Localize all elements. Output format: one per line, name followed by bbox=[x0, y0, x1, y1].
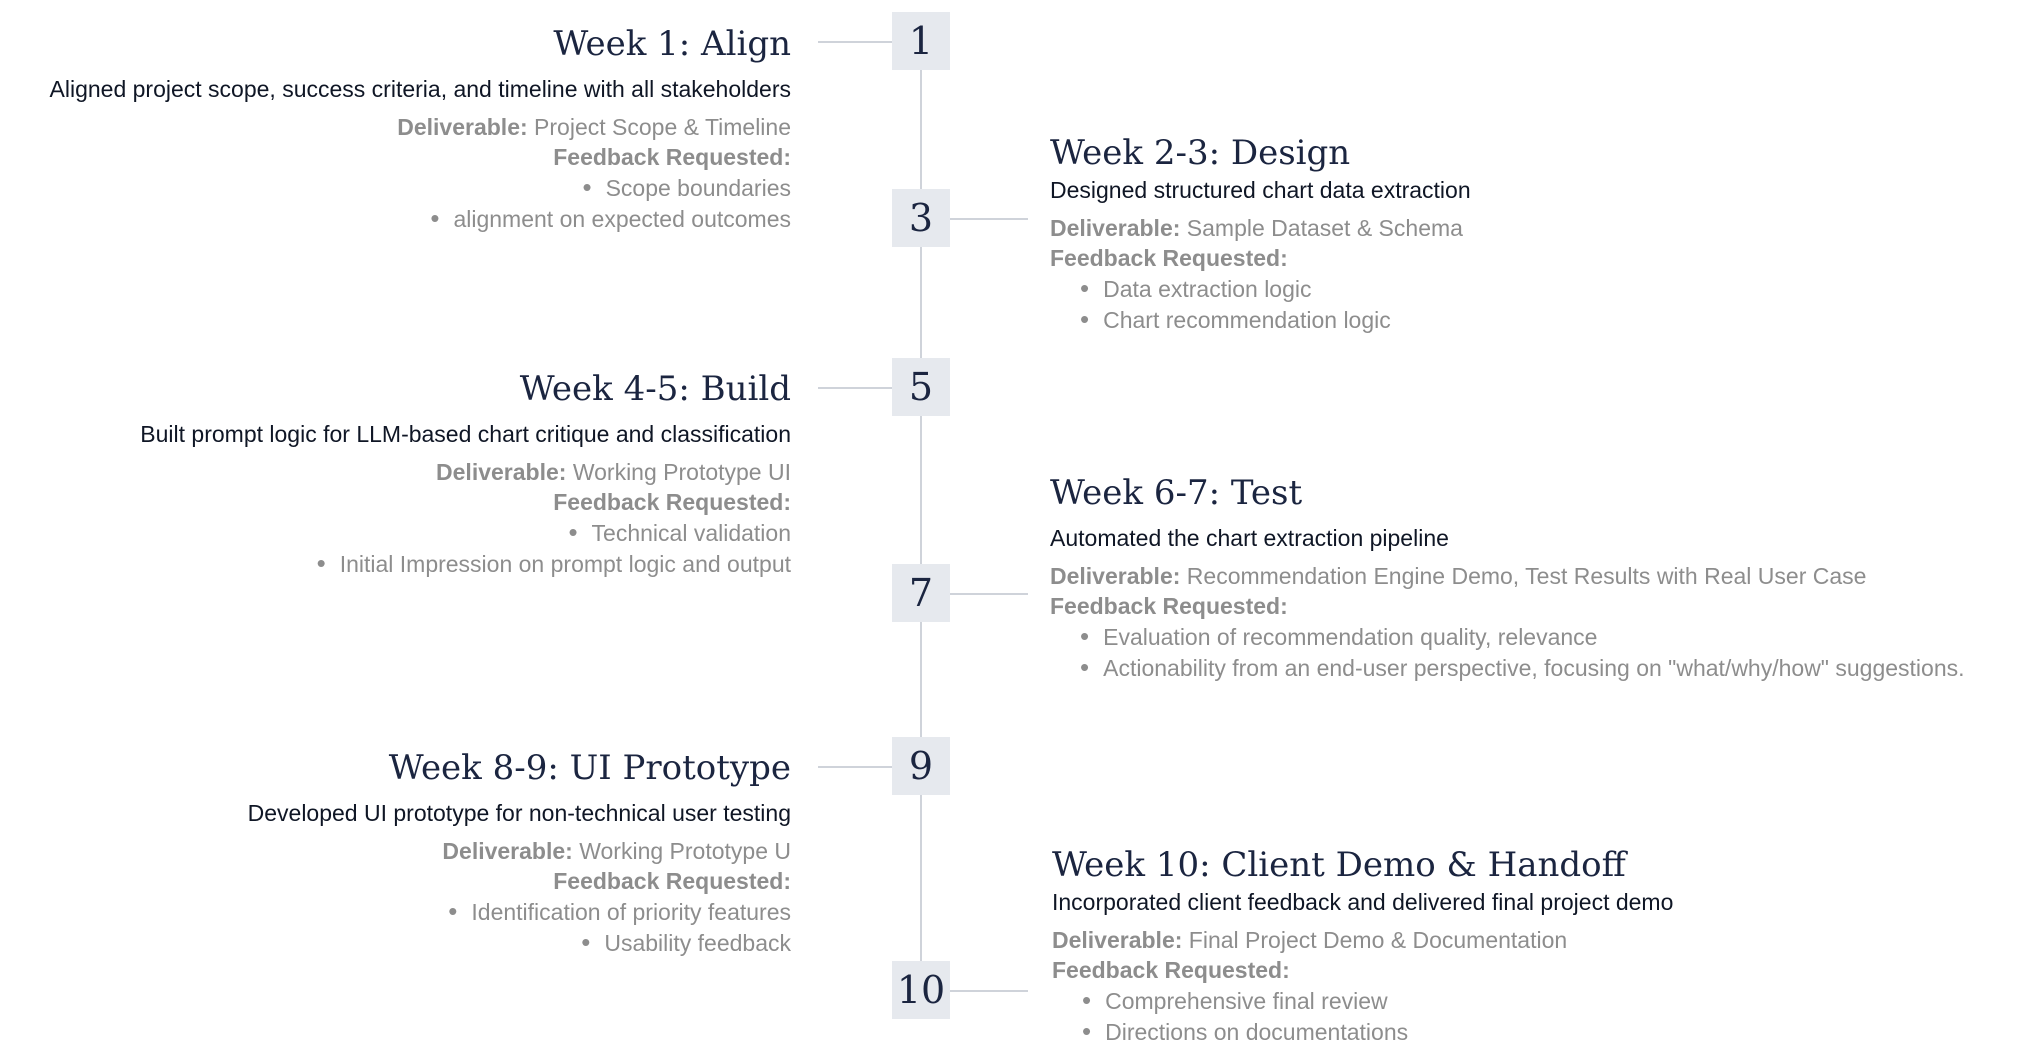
deliverable bbox=[248, 836, 791, 866]
feedback-item: • Actionability from an end-user perspective, focusing on "what/why/how" suggestions. bbox=[1080, 652, 1965, 683]
milestone-description: Designed structured chart data extraction bbox=[1050, 177, 1471, 203]
milestone-description: Automated the chart extraction pipeline bbox=[1050, 525, 1449, 551]
feedback-list bbox=[248, 896, 791, 958]
connector-5 bbox=[818, 387, 892, 389]
feedback-list bbox=[1052, 985, 1673, 1047]
connector-10 bbox=[950, 990, 1028, 992]
feedback-label: Feedback Requested: bbox=[1050, 245, 1288, 271]
milestone-title: Week 10: Client Demo & Handoff bbox=[1052, 845, 1626, 885]
feedback-list bbox=[1050, 273, 1471, 335]
feedback-item: • Usability feedback bbox=[248, 927, 791, 958]
deliverable bbox=[1050, 561, 1965, 591]
deliverable-label: Deliverable: bbox=[1050, 215, 1181, 241]
milestone-title: Week 4-5: Build bbox=[519, 369, 791, 409]
feedback-item: • Data extraction logic bbox=[1080, 273, 1471, 304]
deliverable-value: Working Prototype U bbox=[579, 838, 791, 864]
milestone-description: Built prompt logic for LLM-based chart critique and classification bbox=[140, 421, 791, 447]
deliverable-label: Deliverable: bbox=[436, 459, 567, 485]
milestone-title: Week 2-3: Design bbox=[1050, 133, 1351, 173]
milestone-description: Incorporated client feedback and delivered final project demo bbox=[1052, 889, 1674, 915]
feedback-label: Feedback Requested: bbox=[1052, 957, 1290, 983]
deliverable bbox=[1052, 925, 1673, 955]
deliverable-label: Deliverable: bbox=[1050, 563, 1181, 589]
feedback-item: • Directions on documentations bbox=[1082, 1016, 1673, 1047]
milestone-title: Week 1: Align bbox=[553, 24, 791, 64]
milestone-week-8-9 bbox=[248, 746, 791, 958]
milestone-title: Week 6-7: Test bbox=[1050, 473, 1303, 513]
feedback-list bbox=[50, 172, 791, 234]
feedback-item: • Comprehensive final review bbox=[1082, 985, 1673, 1016]
deliverable bbox=[140, 457, 791, 487]
feedback-list bbox=[1050, 621, 1965, 683]
feedback-list bbox=[140, 517, 791, 579]
feedback-label: Feedback Requested: bbox=[1050, 593, 1288, 619]
deliverable-label: Deliverable: bbox=[442, 838, 573, 864]
milestone-week-4-5 bbox=[140, 367, 791, 579]
milestone-number-7: 7 bbox=[892, 564, 950, 622]
milestone-title: Week 8-9: UI Prototype bbox=[388, 748, 791, 788]
milestone-number-9: 9 bbox=[892, 737, 950, 795]
feedback-label: Feedback Requested: bbox=[553, 144, 791, 170]
deliverable-value: Project Scope & Timeline bbox=[534, 114, 791, 140]
deliverable bbox=[50, 112, 791, 142]
deliverable bbox=[1050, 213, 1471, 243]
milestone-number-10: 10 bbox=[892, 961, 950, 1019]
feedback-label: Feedback Requested: bbox=[553, 868, 791, 894]
milestone-description: Developed UI prototype for non-technical user testing bbox=[247, 800, 791, 826]
feedback-item: • Identification of priority features bbox=[248, 896, 791, 927]
feedback-label: Feedback Requested: bbox=[553, 489, 791, 515]
deliverable-value: Sample Dataset & Schema bbox=[1186, 215, 1463, 241]
timeline-spine bbox=[920, 40, 922, 1000]
connector-9 bbox=[818, 766, 892, 768]
deliverable-value: Final Project Demo & Documentation bbox=[1188, 927, 1568, 953]
milestone-week-10 bbox=[1052, 843, 1673, 1047]
milestone-number-1: 1 bbox=[892, 12, 950, 70]
deliverable-value: Working Prototype UI bbox=[572, 459, 791, 485]
deliverable-value: Recommendation Engine Demo, Test Results with Real User Case bbox=[1186, 563, 1867, 589]
feedback-item: • Initial Impression on prompt logic and output bbox=[140, 548, 791, 579]
milestone-week-1 bbox=[50, 22, 791, 234]
connector-3 bbox=[950, 218, 1028, 220]
deliverable-label: Deliverable: bbox=[397, 114, 528, 140]
milestone-number-5: 5 bbox=[892, 358, 950, 416]
milestone-description: Aligned project scope, success criteria, and timeline with all stakeholders bbox=[49, 76, 791, 102]
feedback-item: • Technical validation bbox=[140, 517, 791, 548]
feedback-item: • Evaluation of recommendation quality, relevance bbox=[1080, 621, 1965, 652]
milestone-week-6-7 bbox=[1050, 471, 1965, 683]
feedback-item: • Scope boundaries bbox=[50, 172, 791, 203]
milestone-number-3: 3 bbox=[892, 189, 950, 247]
feedback-item: • alignment on expected outcomes bbox=[50, 203, 791, 234]
connector-7 bbox=[950, 593, 1028, 595]
connector-1 bbox=[818, 41, 892, 43]
milestone-week-2-3 bbox=[1050, 131, 1471, 335]
deliverable-label: Deliverable: bbox=[1052, 927, 1183, 953]
feedback-item: • Chart recommendation logic bbox=[1080, 304, 1471, 335]
